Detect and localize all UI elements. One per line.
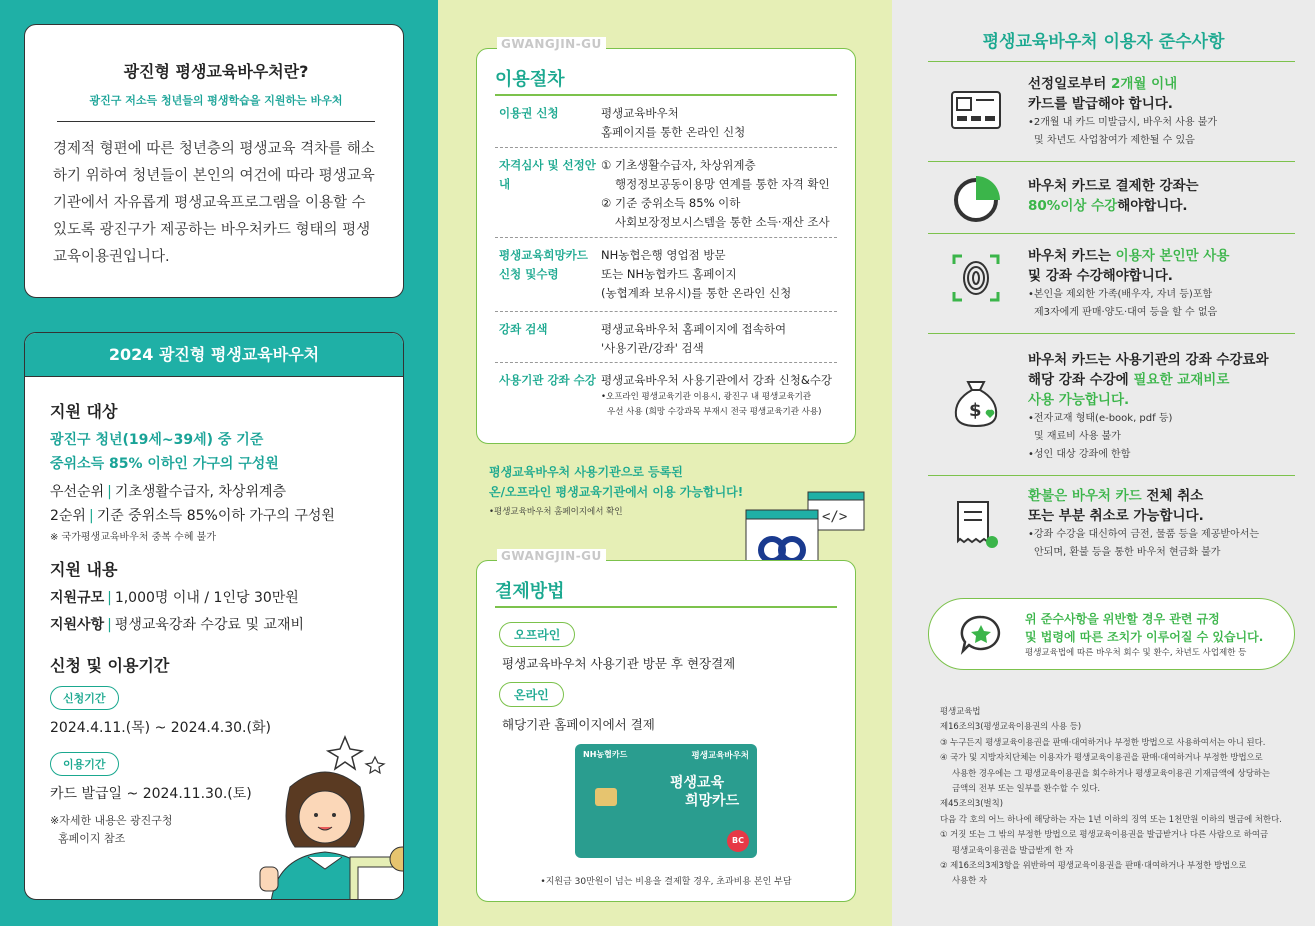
duplicate-note: ※ 국가평생교육바우처 중복 수혜 불가: [50, 532, 216, 543]
payment-title: 결제방법: [495, 581, 565, 602]
fingerprint-icon: [948, 250, 1004, 306]
rule-refund: 환불은 바우처 카드 전체 취소 또는 부분 취소로 가능합니다. •강좌 수강을 대신하여 금전, 물품 등을 제공받아서는 안되며, 환불 등을 통한 바우처 현금화 불가: [928, 475, 1295, 575]
receipt-icon: [948, 496, 1004, 552]
use-dates: 카드 발급일 ~ 2024.11.30.(토): [50, 786, 252, 802]
target-line1: 광진구 청년(19세~39세) 중 기준: [50, 432, 264, 448]
support-scale: 지원규모 | 1,000명 이내 / 1인당 30만원: [50, 590, 299, 606]
rule-issue: 선정일로부터 2개월 이내 카드를 발급해야 합니다. •2개월 내 카드 미발급시, 바우처 사용 불가 및 차년도 사업참여가 제한될 수 있음: [928, 61, 1295, 161]
registered-notice: 평생교육바우처 사용기관으로 등록된 온/오프라인 평생교육기관에서 이용 가능합니다! •평생교육바우처 홈페이지에서 확인: [489, 465, 744, 517]
online-text: 해당기관 홈페이지에서 결제: [502, 717, 655, 732]
svg-text:$: $: [969, 400, 982, 421]
procedure-title: 이용절차: [495, 69, 565, 90]
offline-text: 평생교육바우처 사용기관 방문 후 현장결제: [502, 656, 736, 671]
rule-textbook: $ 바우처 카드는 사용기관의 강좌 수강료와 해당 강좌 수강에 필요한 교재비로 사용 가능합니다. •전자교재 형태(e-book, pdf 등) 및 재료비 사용 불가 •성인 대상 강좌에 한함: [928, 333, 1295, 475]
payment-card: [476, 549, 856, 902]
step-search: 강좌 검색 평생교육바우처 홈페이지에 접속하여 '사용기관/강좌' 검색: [495, 312, 837, 363]
woman-illustration: [240, 717, 404, 900]
title-rule: [495, 606, 837, 608]
payment-tab: GWANGJIN-GU: [497, 549, 606, 563]
divider: [57, 121, 375, 122]
rule-attendance: 바우처 카드로 결제한 강좌는 80%이상 수강해야합니다.: [928, 161, 1295, 233]
voucher-card-image: NH농협카드 평생교육바우처 평생교육 희망카드 BC: [575, 744, 757, 858]
step-apply: 이용권 신청 평생교육바우처 홈페이지를 통한 온라인 신청: [495, 96, 837, 148]
priority-2: 2순위 | 기준 중위소득 85%이하 가구의 구성원: [50, 508, 335, 524]
use-period-pill: 이용기간: [50, 752, 119, 776]
intro-body: 경제적 형편에 따른 청년층의 평생교육 격차를 해소하기 위하여 청년들이 본인의 여건에 따라 평생교육기관에서 자유롭게 평생교육프로그램을 이용할 수 있도록 광진구가 제공하는 바우처카드 형태의 평생교육이용권입니다.: [53, 141, 375, 265]
procedure-card: [476, 37, 856, 444]
footnote: ※자세한 내용은 광진구청 홈페이지 참조: [50, 814, 173, 845]
payment-footer: •지원금 30만원이 넘는 비용을 결제할 경우, 초과비용 본인 부담: [540, 877, 792, 887]
violation-warning: 위 준수사항을 위반할 경우 관련 규정 및 법령에 따른 조치가 이루어질 수 있습니다. 평생교육법에 따른 바우처 회수 및 환수, 차년도 사업제한 등: [928, 598, 1295, 670]
law-text: 평생교육법 제16조의3(평생교육이용권의 사용 등) ③ 누구든지 평생교육이용권을 판매·대여하거나 부정한 방법으로 사용하여서는 아니 된다. ④ 국가 및 지방자치단체는 이용자가 평생교육이용권을 판매·대여하거나 부정한 방법으로 사용한 경우에는 그 평생교육이용권을 회수하거나 평생교육이용권 기재금액에 상당하는 금액의 전부 또는 일부를 환수할 수 있다. 제45조의3(벌칙) 다음 각 호의 어느 하나에 해당하는 자는 1년 이하의 징역 또는 1천만원 이하의 벌금에 처한다. ① 거짓 또는 그 밖의 부정한 방법으로 평생교육이용권을 발급받거나 다른 사람으로 하여금 평생교육이용권을 발급받게 한 자 ② 제16조의3제3항을 위반하여 평생교육이용권을 판매·대여하거나 부정한 방법으로 사용한 자: [940, 706, 1282, 886]
voucher-card: [24, 332, 404, 900]
intro-subtitle: 광진구 저소득 청년들의 평생학습을 지원하는 바우처: [89, 94, 343, 107]
voucher-header: 2024 광진형 평생교육바우처: [25, 333, 403, 377]
rule-personal-use: 바우처 카드는 이용자 본인만 사용 및 강좌 수강해야합니다. •본인을 제외한 가족(배우자, 자녀 등)포함 제3자에게 판매·양도·대여 등을 할 수 없음: [928, 233, 1295, 333]
apply-dates: 2024.4.11.(목) ~ 2024.4.30.(화): [50, 720, 271, 736]
intro-card: [24, 24, 404, 298]
offline-pill: 오프라인: [499, 622, 575, 647]
priority-1: 우선순위 | 기초생활수급자, 차상위계층: [50, 484, 287, 500]
target-title: 지원 대상: [50, 402, 118, 421]
apply-period-pill: 신청기간: [50, 686, 119, 710]
target-line2: 중위소득 85% 이하인 가구의 구성원: [50, 456, 279, 472]
procedure-tab: GWANGJIN-GU: [497, 37, 606, 51]
online-pill: 온라인: [499, 682, 564, 707]
card-icon: [948, 84, 1004, 140]
step-attend: 사용기관 강좌 수강 평생교육바우처 사용기관에서 강좌 신청&수강 •오프라인 평생교육기관 이용시, 광진구 내 평생교육기관 우선 사용 (희망 수강과목 부재시 전국 평생교육기관 사용): [499, 373, 833, 417]
rules-title: 평생교육바우처 이용자 준수사항: [982, 32, 1225, 52]
star-bubble-icon: [957, 611, 1005, 659]
content-title: 지원 내용: [50, 560, 118, 579]
money-bag-icon: [948, 374, 1004, 430]
svg-text:</>: </>: [822, 509, 848, 525]
step-screening: 자격심사 및 선정안내 ① 기초생활수급자, 차상위계층 행정정보공동이용망 연계를 통한 자격 확인 ② 기준 중위소득 85% 이하 사회보장정보시스템을 통한 소득·재산 조사: [495, 148, 837, 238]
step-card: 평생교육희망카드 신청 및수령 NH농협은행 영업점 방문 또는 NH농협카드 홈페이지 (농협계좌 보유시)를 통한 온라인 신청: [495, 238, 837, 312]
support-items: 지원사항 | 평생교육강좌 수강료 및 교재비: [50, 617, 304, 633]
intro-title: 광진형 평생교육바우처란?: [123, 62, 309, 81]
pie-icon: [948, 172, 1004, 228]
period-title: 신청 및 이용기간: [50, 656, 170, 675]
